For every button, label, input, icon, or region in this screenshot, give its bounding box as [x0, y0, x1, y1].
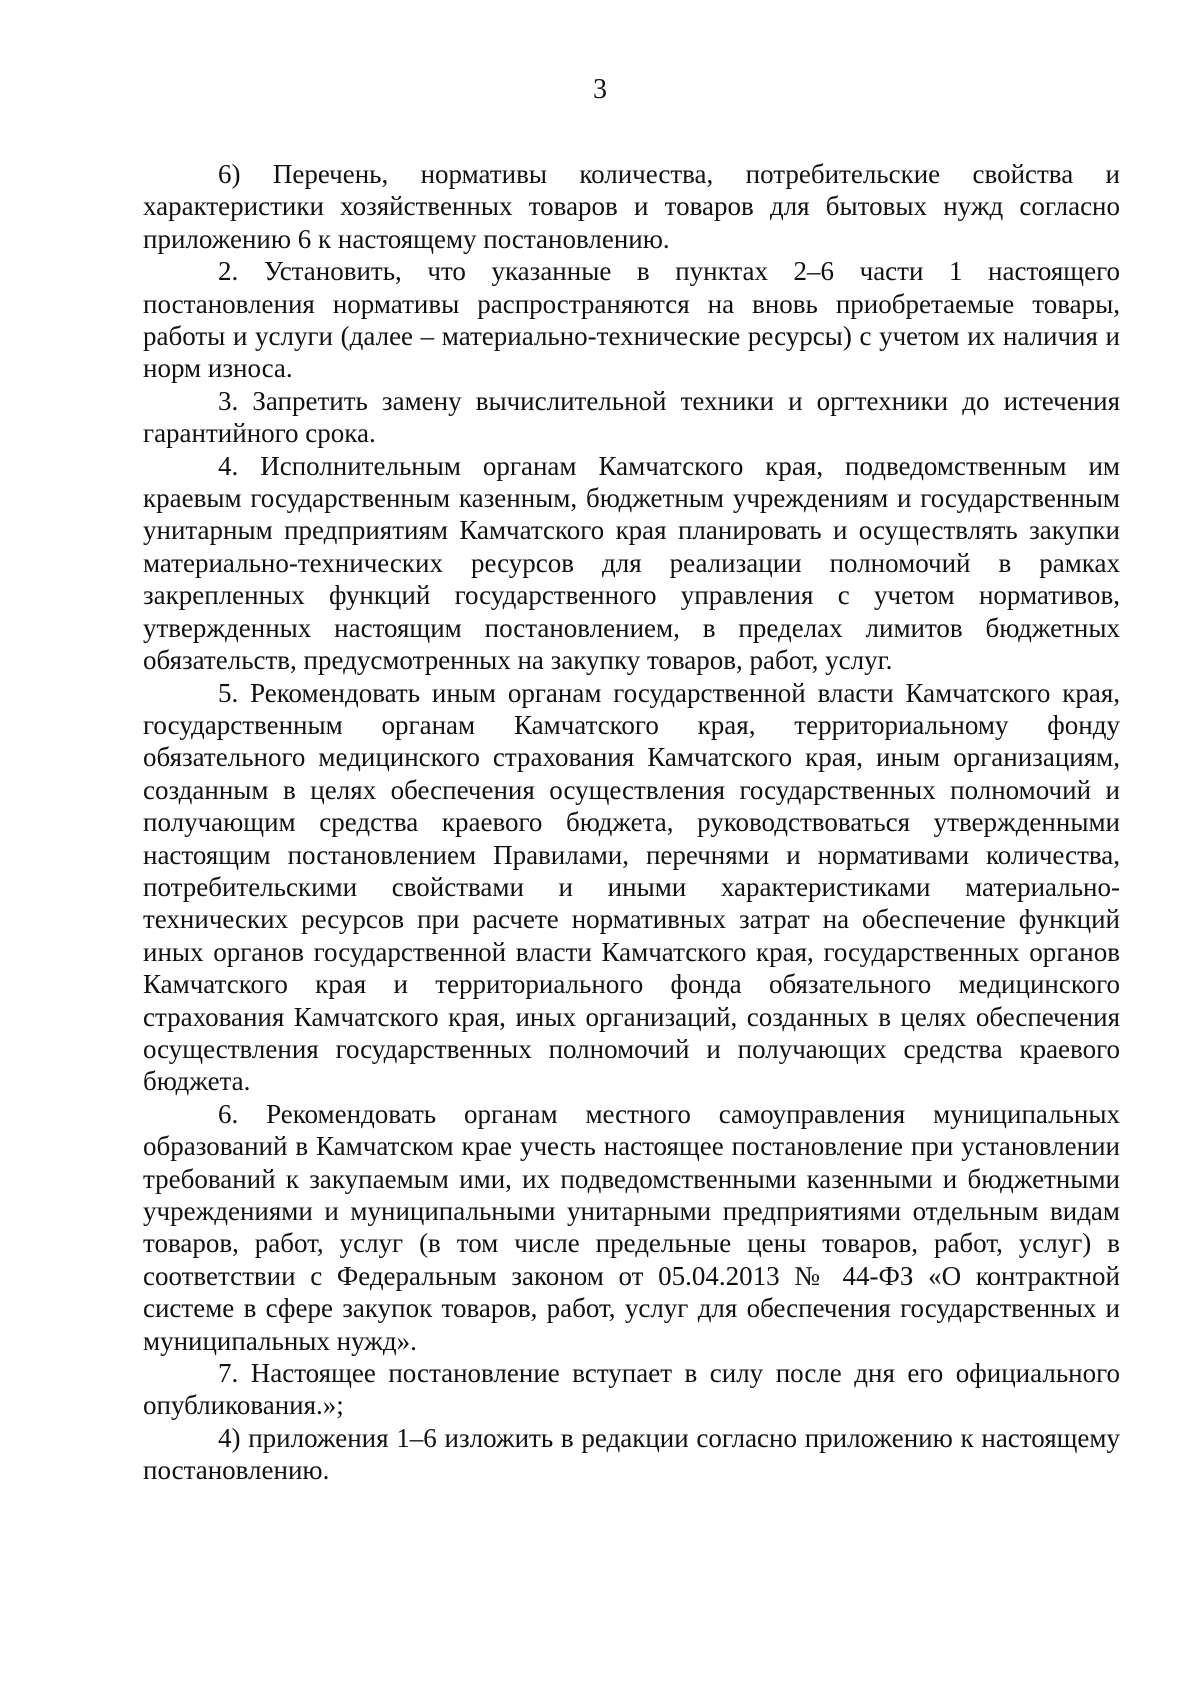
- page-number: 3: [593, 74, 607, 105]
- paragraph-6-local-government: 6. Рекомендовать органам местного самоуправления муниципальных образований в Камчатском крае учесть настоящее постановление при установлении требований к закупаемым ими, их подведомственными казенными и бюджетными учреждениями и муниципальными унитарными предприятиями отдельным видам товаров, работ, услуг (в том числе предельные цены товаров, работ, услуг) в соответствии с Федеральным законом от 05.04.2013 № 44-ФЗ «О контрактной системе в сфере закупок товаров, работ, услуг для обеспечения государственных и муниципальных нужд».: [143, 1098, 1120, 1356]
- paragraph-2-norms-scope: 2. Установить, что указанные в пунктах 2–6 части 1 настоящего постановления нормативы распространяются на вновь приобретаемые товары, работы и услуги (далее – материально-технические ресурсы) с учетом их наличия и норм износа.: [143, 256, 1120, 384]
- paragraph-4-procurement: 4. Исполнительным органам Камчатского края, подведомственным им краевым государственным казенным, бюджетным учреждениям и государственным унитарным предприятиям Камчатского края планировать и осуществлять закупки материально-технических ресурсов для реализации полномочий в рамках закрепленных функций государственного управления с учетом нормативов, утвержденных настоящим постановлением, в пределах лимитов бюджетных обязательств, предусмотренных на закупку товаров, работ, услуг.: [143, 450, 1120, 676]
- paragraph-item-6-household-goods: 6) Перечень, нормативы количества, потребительские свойства и характеристики хозяйственных товаров и товаров для бытовых нужд согласно приложению 6 к настоящему постановлению.: [143, 159, 1120, 254]
- paragraph-5-recommendation: 5. Рекомендовать иным органам государственной власти Камчатского края, государственным органам Камчатского края, территориальному фонду обязательного медицинского страхования Камчатского края, иным организациям, созданным в целях обеспечения осуществления государственных полномочий и получающим средства краевого бюджета, руководствоваться утвержденными настоящим постановлением Правилами, перечнями и нормативами количества, потребительскими свойствами и иными характеристиками материально-технических ресурсов при расчете нормативных затрат на обеспечение функций иных органов государственной власти Камчатского края, государственных органов Камчатского края и территориального фонда обязательного медицинского страхования Камчатского края, иных организаций, созданных в целях обеспечения осуществления государственных полномочий и получающих средства краевого бюджета.: [143, 677, 1120, 1097]
- paragraph-item-4-appendices: 4) приложения 1–6 изложить в редакции согласно приложению к настоящему постановлению.: [143, 1422, 1120, 1486]
- document-body: [143, 158, 1120, 1487]
- paragraph-7-entry-into-force: 7. Настоящее постановление вступает в силу после дня его официального опубликования.»;: [143, 1358, 1120, 1421]
- paragraph-3-replacement-ban: 3. Запретить замену вычислительной техники и оргтехники до истечения гарантийного срока.: [143, 385, 1120, 449]
